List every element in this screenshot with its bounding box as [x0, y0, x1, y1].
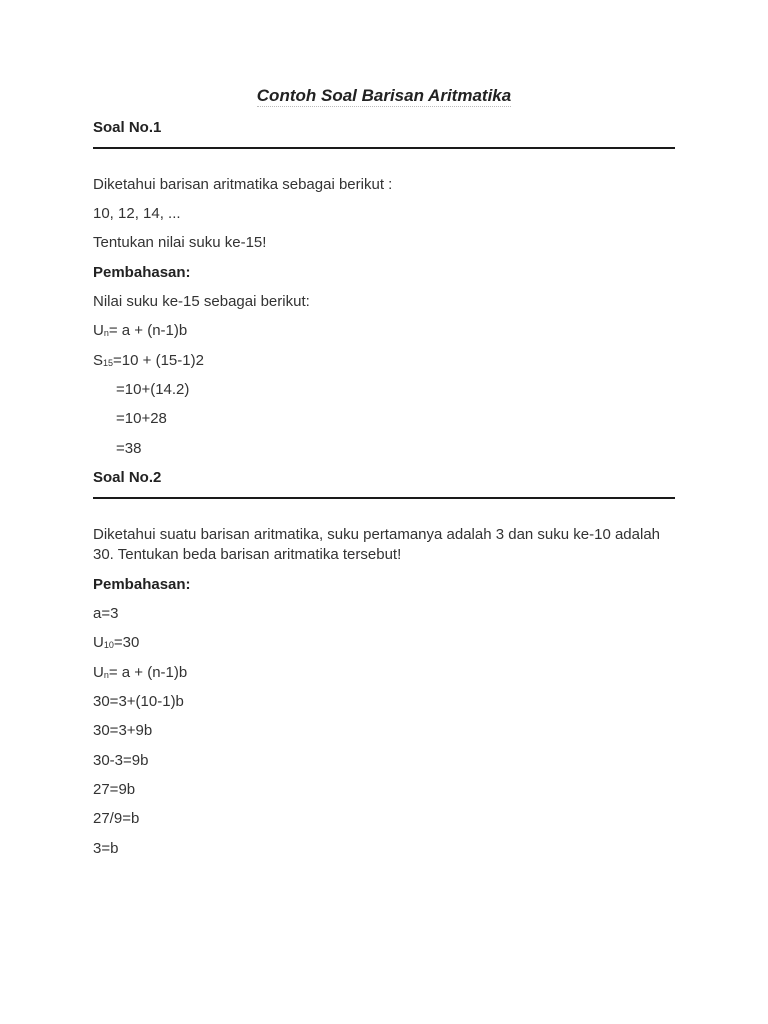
soal-2-step-4: 27=9b: [93, 781, 136, 798]
sum-subscript: 15: [103, 358, 114, 368]
soal-1-sum: [93, 351, 204, 371]
soal-2-formula: [93, 663, 187, 683]
document-title: [0, 86, 768, 106]
soal-2-step-6: 3=b: [93, 840, 119, 857]
u10-rest: =30: [113, 634, 140, 651]
soal-1-step-1: =10+(14.2): [116, 381, 190, 398]
soal-2-heading: Soal No.2: [93, 469, 162, 486]
formula-rest: = a + (n-1)b: [108, 322, 188, 339]
formula-subscript: n: [103, 670, 109, 680]
document-title-text: Contoh Soal Barisan Aritmatika: [256, 86, 512, 105]
soal-1-question: Tentukan nilai suku ke-15!: [93, 234, 267, 251]
soal-2-divider: [93, 497, 675, 499]
soal-2-step-5: 27/9=b: [93, 810, 140, 827]
soal-1-divider: [93, 147, 675, 149]
formula-subscript: n: [103, 328, 109, 338]
sum-rest: =10 + (15-1)2: [113, 352, 204, 369]
soal-2-a-value: a=3: [93, 605, 119, 622]
soal-1-formula: [93, 321, 187, 341]
soal-2-step-1: 30=3+(10-1)b: [93, 693, 184, 710]
formula-base: U: [93, 664, 104, 681]
formula-base: U: [93, 322, 104, 339]
u10-base: U: [93, 634, 104, 651]
soal-1-heading: Soal No.1: [93, 119, 162, 136]
soal-2-step-3: 30-3=9b: [93, 752, 149, 769]
soal-1-sequence: 10, 12, 14, ...: [93, 205, 181, 222]
sum-base: S: [93, 352, 104, 369]
soal-1-step-3: =38: [116, 440, 142, 457]
soal-2-u10: [93, 633, 139, 653]
soal-2-question: Diketahui suatu barisan aritmatika, suku pertamanya adalah 3 dan suku ke-10 adalah 30. Tentukan beda barisan aritmatika tersebut!: [93, 526, 661, 563]
soal-2-step-2: 30=3+9b: [93, 722, 153, 739]
soal-1-pembahasan-label: Pembahasan:: [93, 264, 191, 281]
u10-subscript: 10: [103, 640, 114, 650]
soal-2-pembahasan-label: Pembahasan:: [93, 576, 191, 593]
soal-1-lead: Nilai suku ke-15 sebagai berikut:: [93, 293, 310, 310]
soal-1-intro: Diketahui barisan aritmatika sebagai berikut :: [93, 176, 393, 193]
formula-rest: = a + (n-1)b: [108, 664, 188, 681]
soal-1-step-2: =10+28: [116, 410, 167, 427]
